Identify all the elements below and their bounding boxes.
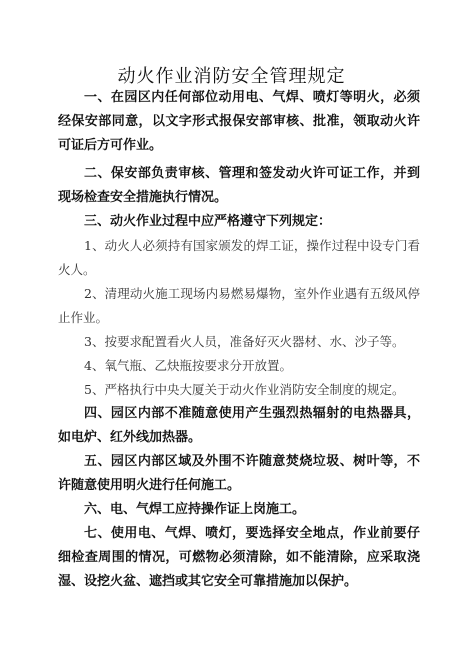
paragraph-10: 五、园区内部区域及外围不许随意焚烧垃圾、树叶等，不许随意使用明火进行任何施工。 xyxy=(58,454,420,493)
paragraph-7: 4、氧气瓶、乙炔瓶按要求分开放置。 xyxy=(84,358,292,373)
document-title: 动火作业消防安全管理规定 xyxy=(117,66,346,87)
paragraph-8: 5、严格执行中央大厦关于动火作业消防安全制度的规定。 xyxy=(84,382,405,397)
paragraph-5: 2、清理动火施工现场内易燃易爆物，室外作业遇有五级风停止作业。 xyxy=(58,286,420,325)
paragraph-2: 二、保安部负责审核、管理和签发动火许可证工作，并到现场检查安全措施执行情况。 xyxy=(58,166,420,205)
paragraph-9: 四、园区内部不准随意使用产生强烈热辐射的电热器具，如电炉、红外线加热器。 xyxy=(58,406,420,445)
paragraph-4: 1、动火人必须持有国家颁发的焊工证，操作过程中设专门看火人。 xyxy=(58,238,420,277)
paragraph-3: 三、动火作业过程中应严格遵守下列规定： xyxy=(84,214,332,229)
paragraph-11: 六、电、气焊工应持操作证上岗施工。 xyxy=(84,502,306,517)
paragraph-12: 七、使用电、气焊、喷灯，要选择安全地点，作业前要仔细检查周围的情况，可燃物必须清除，如不能清除，应采取浇湿、设挖火盆、遮挡或其它安全可靠措施加以保护。 xyxy=(58,526,420,589)
paragraph-1: 一、在园区内任何部位动用电、气焊、喷灯等明火，必须经保安部同意，以文字形式报保安部审核、批准，领取动火许可证后方可作业。 xyxy=(58,90,420,153)
paragraph-6: 3、按要求配置看火人员，准备好灭火器材、水、沙子等。 xyxy=(84,334,405,349)
